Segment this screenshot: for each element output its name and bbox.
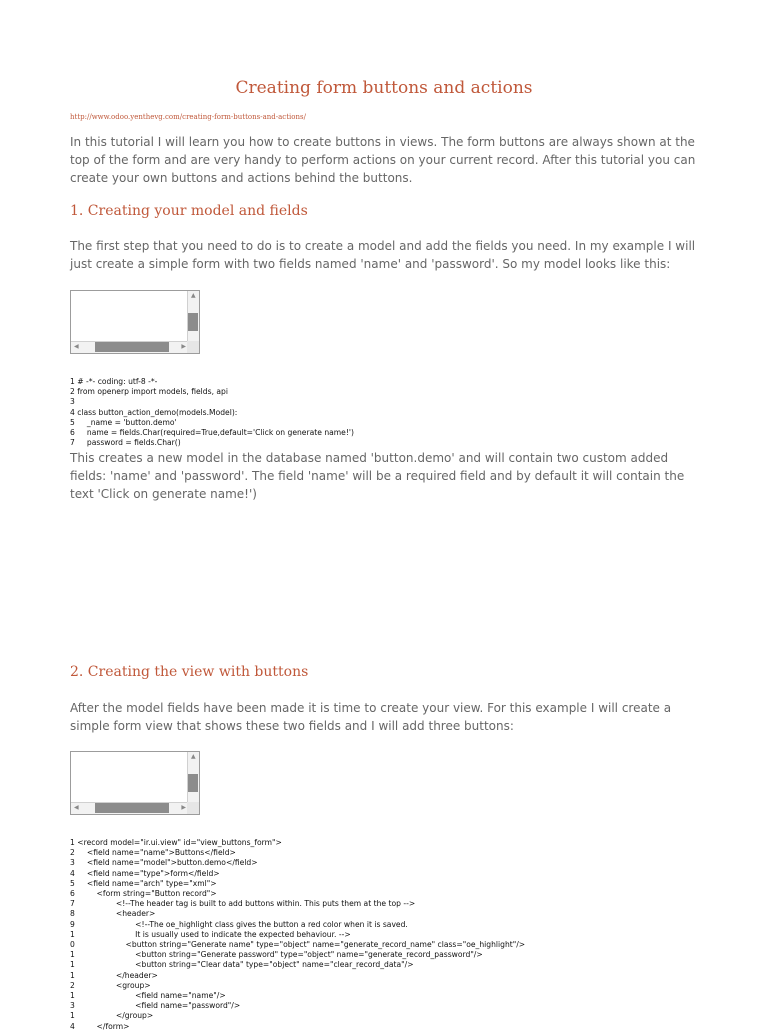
- code-scroll-box-1[interactable]: [70, 290, 200, 354]
- scroll-up-arrow-icon[interactable]: ▲: [191, 753, 196, 760]
- section-1-paragraph: The first step that you need to do is to create a model and add the fields you need. In my example I will just create a simple form with two fields named 'name' and 'password'. So my model looks like this:: [70, 239, 696, 271]
- vertical-scrollbar[interactable]: [187, 752, 199, 804]
- horizontal-scroll-thumb[interactable]: [95, 803, 169, 813]
- code-scroll-box-2[interactable]: [70, 751, 200, 815]
- section-1-after-paragraph: This creates a new model in the database named 'button.demo' and will contain two custom added fields: 'name' and 'password'. The field 'name' will be a required field and by default it will contain the text 'Click on generate name!'): [70, 451, 685, 501]
- view-code-listing: 1 <record model="ir.ui.view" id="view_buttons_form"> 2 <field name="name">Buttons</field> 3 <field name="model">button.demo</field> 4 <field name="type">form</field> 5 <field name="arch" type="xml"> 6 <form string="Button record"> 7 <!--The header tag is built to add buttons within. This puts them at the top --> 8 <header> 9 <!--The oe_highlight class gives the button a red color when it is saved. 1 It is usually used to indicate the expected behaviour. --> 0 <button string="Generate name" type="object" name="generate_record_name" class="oe_highlight"/> 1 <button string="Generate password" type="object" name="generate_record_password"/> 1 <button string="Clear data" type="object" name="clear_record_data"/> 1 </header> 2 <group> 1 <field name="name"/> 3 <field name="password"/> 1 </group> 4 </form>: [70, 838, 526, 1031]
- scroll-corner: [187, 341, 199, 353]
- vertical-scroll-thumb[interactable]: [188, 774, 198, 792]
- intro-paragraph: In this tutorial I will learn you how to create buttons in views. The form buttons are always shown at the top of the form and are very handy to perform actions on your current record. After this tutorial you can create your own buttons and actions behind the buttons.: [70, 135, 696, 185]
- scroll-left-arrow-icon[interactable]: ◀: [74, 343, 79, 350]
- page-title: Creating form buttons and actions: [235, 78, 533, 98]
- horizontal-scrollbar[interactable]: [71, 341, 189, 353]
- scroll-corner: [187, 802, 199, 814]
- section-1-heading: 1. Creating your model and fields: [70, 203, 308, 219]
- horizontal-scroll-thumb[interactable]: [95, 342, 169, 352]
- scroll-left-arrow-icon[interactable]: ◀: [74, 804, 79, 811]
- vertical-scroll-thumb[interactable]: [188, 313, 198, 331]
- model-code-listing: 1 # -*- coding: utf-8 -*- 2 from openerp import models, fields, api 3 4 class button_action_demo(models.Model): 5 _name = 'button.demo' 6 name = fields.Char(required=True,default='Click on generate name!') 7 password = fields.Char(): [70, 377, 354, 448]
- horizontal-scrollbar[interactable]: [71, 802, 189, 814]
- scroll-right-arrow-icon[interactable]: ▶: [181, 804, 186, 811]
- scroll-right-arrow-icon[interactable]: ▶: [181, 343, 186, 350]
- section-2-paragraph: After the model fields have been made it is time to create your view. For this example I will create a simple form view that shows these two fields and I will add three buttons:: [70, 701, 672, 733]
- scroll-up-arrow-icon[interactable]: ▲: [191, 292, 196, 299]
- source-link[interactable]: http://www.odoo.yenthevg.com/creating-form-buttons-and-actions/: [70, 113, 306, 121]
- section-2-heading: 2. Creating the view with buttons: [70, 664, 309, 680]
- vertical-scrollbar[interactable]: [187, 291, 199, 343]
